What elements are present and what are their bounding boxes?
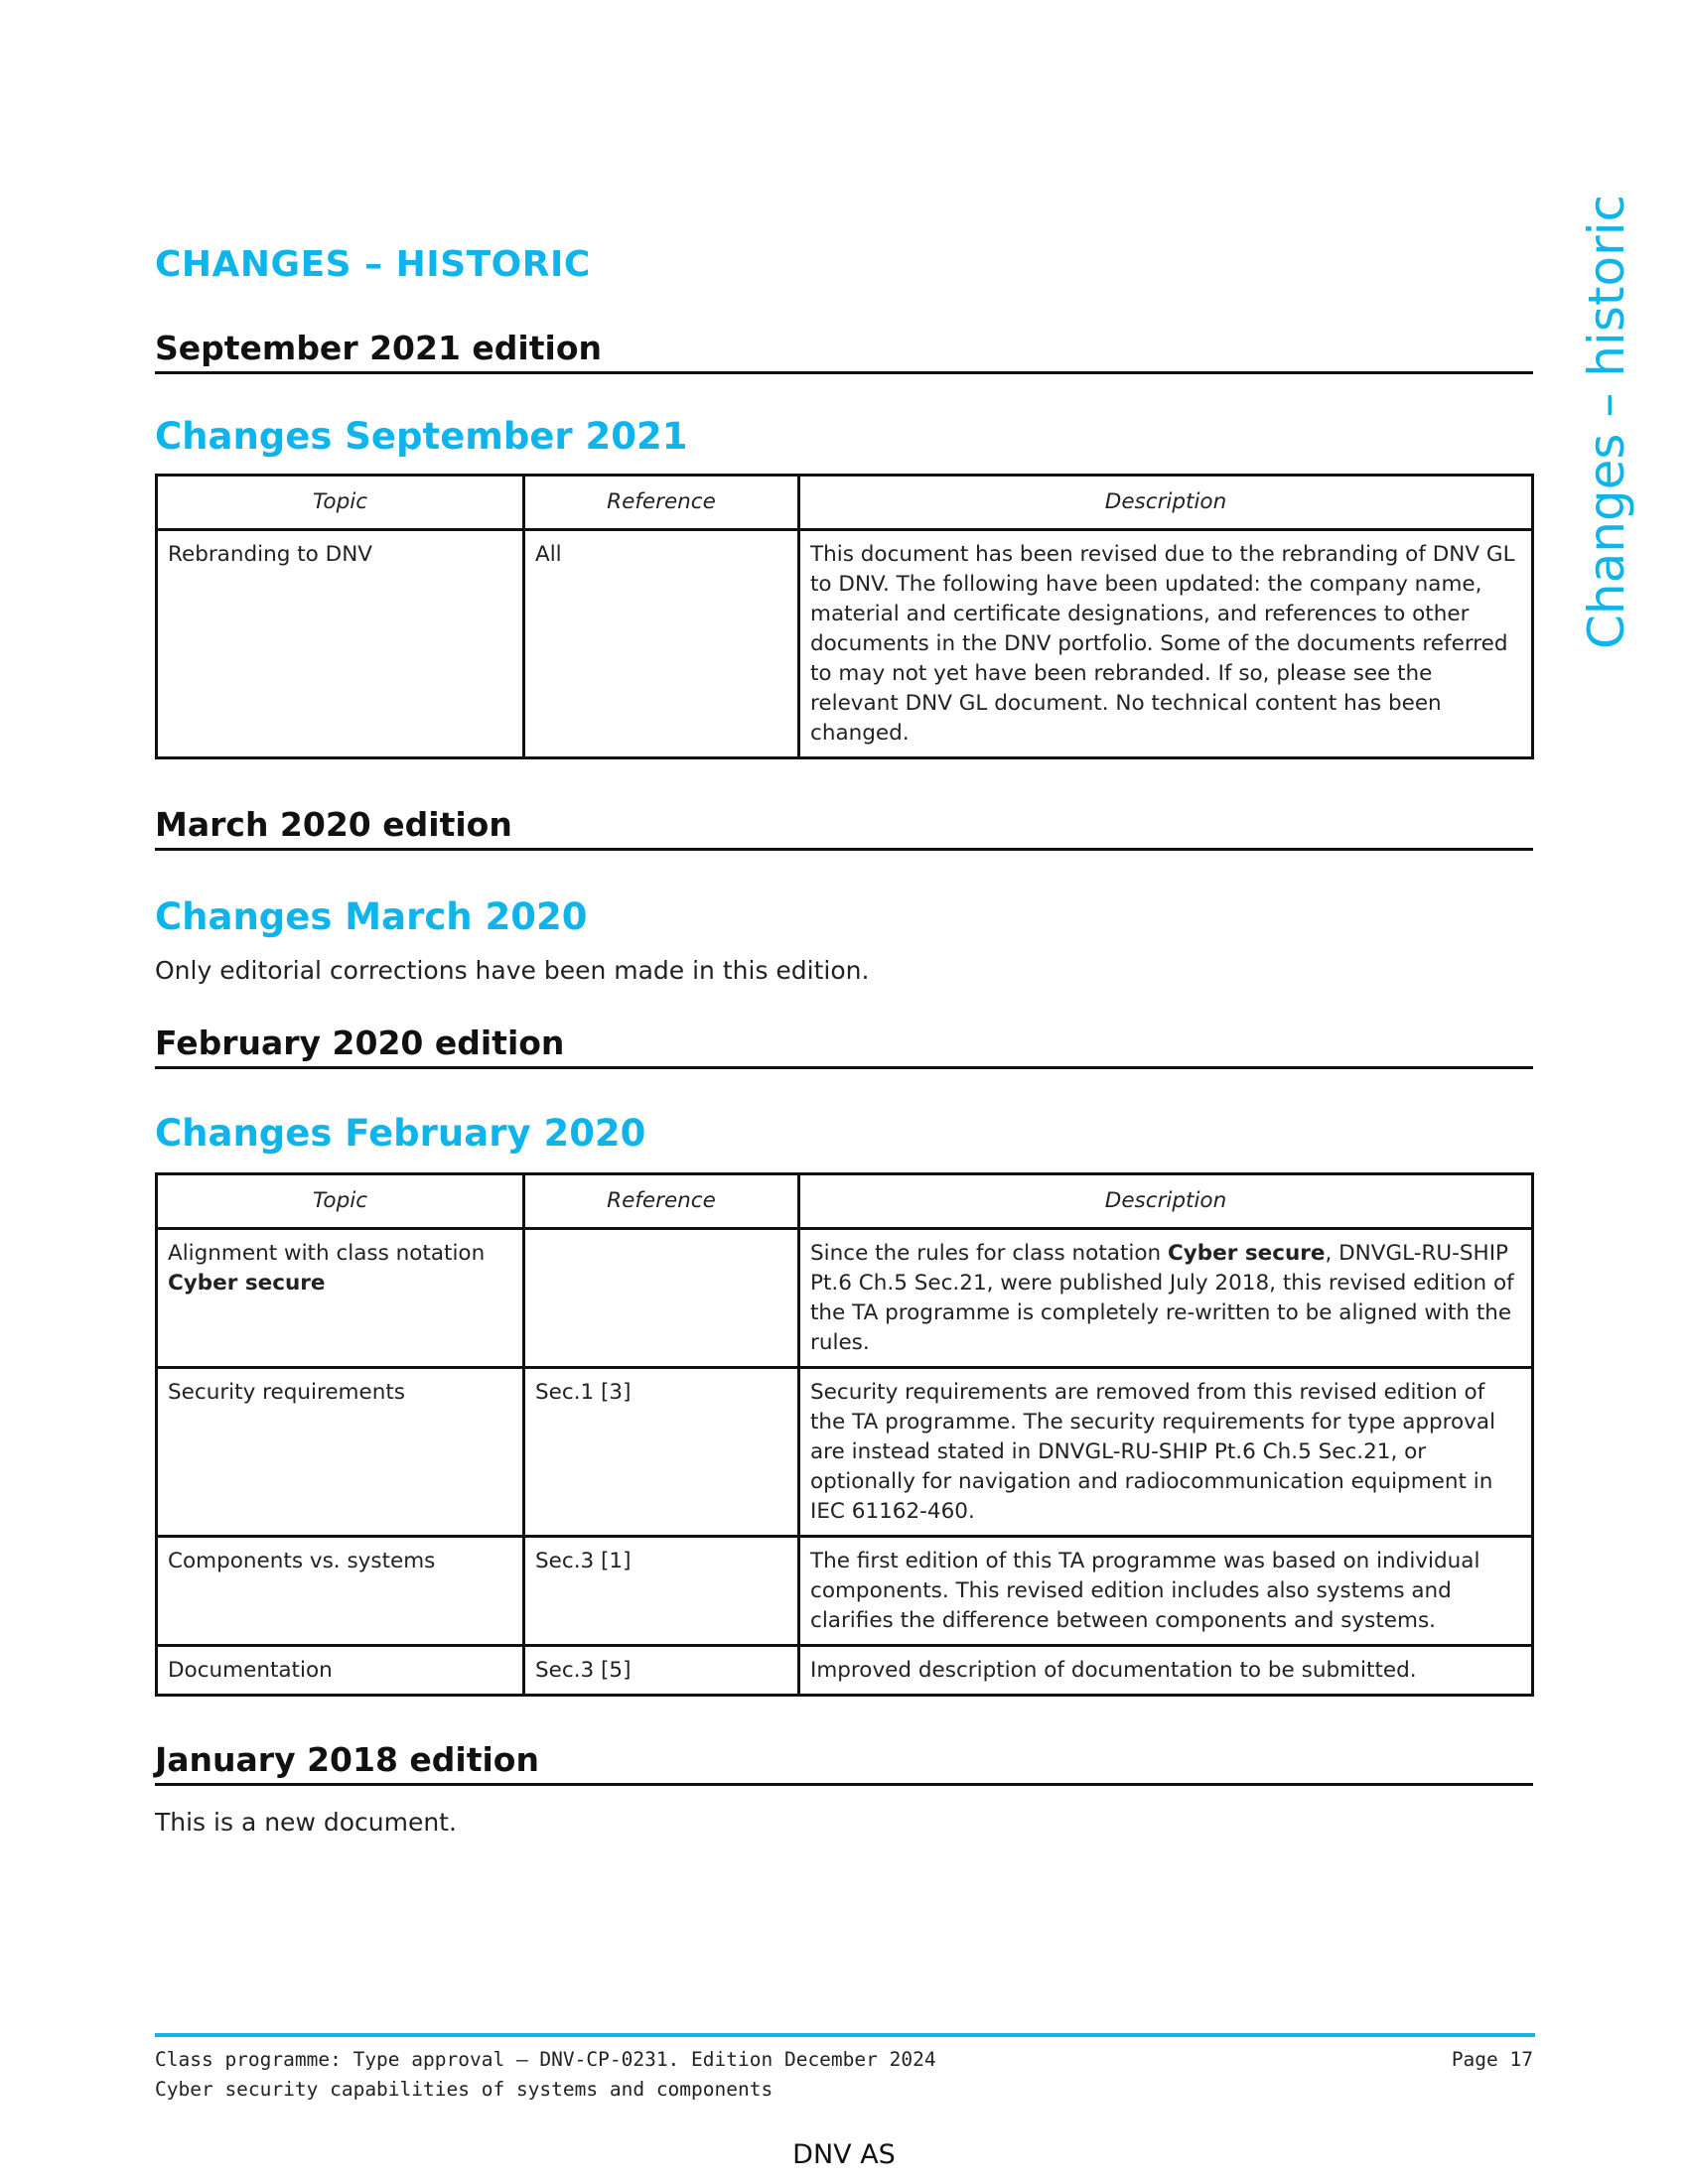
column-header-description: Description	[799, 1174, 1533, 1229]
cell-topic: Components vs. systems	[157, 1537, 524, 1646]
changes-heading-mar-2020: Changes March 2020	[155, 895, 588, 938]
cell-reference	[524, 1229, 799, 1368]
column-header-description: Description	[799, 476, 1533, 530]
table-row	[157, 1537, 1533, 1646]
footer-document-reference: Class programme: Type approval — DNV-CP-0231. Edition December 2024	[155, 2048, 936, 2071]
cell-reference: All	[524, 530, 799, 758]
cell-topic	[157, 1229, 524, 1368]
column-header-topic: Topic	[157, 476, 524, 530]
footer-document-title: Cyber security capabilities of systems and components	[155, 2078, 774, 2101]
cell-reference: Sec.3 [5]	[524, 1646, 799, 1696]
column-header-reference: Reference	[524, 1174, 799, 1229]
changes-table-sep-2021	[155, 474, 1534, 759]
desc-pre: Since the rules for class notation	[810, 1241, 1168, 1266]
table-row	[157, 1368, 1533, 1537]
cell-topic-bold: Cyber secure	[168, 1271, 326, 1296]
page-title: CHANGES – HISTORIC	[155, 244, 591, 285]
footer-page-number: Page 17	[1451, 2048, 1533, 2071]
cell-description: This document has been revised due to the rebranding of DNV GL to DNV. The following have been updated: the company name, material and certificate designations, and references to other documents in the DNV portfolio. Some of the documents referred to may not yet have been rebranded. If so, please see the relevant DNV GL document. No technical content has been changed.	[799, 530, 1533, 758]
changes-heading-sep-2021: Changes September 2021	[155, 415, 688, 458]
table-row	[157, 1646, 1533, 1696]
jan-2018-text: This is a new document.	[155, 1808, 457, 1837]
cell-description	[799, 1229, 1533, 1368]
edition-heading-sep-2021: September 2021 edition	[155, 329, 1533, 374]
cell-description: Improved description of documentation to be submitted.	[799, 1646, 1533, 1696]
cell-topic-text: Alignment with class notation	[168, 1241, 486, 1266]
changes-table-feb-2020	[155, 1172, 1534, 1697]
changes-heading-feb-2020: Changes February 2020	[155, 1112, 646, 1155]
cell-reference: Sec.1 [3]	[524, 1368, 799, 1537]
cell-description: The first edition of this TA programme was based on individual components. This revised edition includes also systems and clarifies the difference between components and systems.	[799, 1537, 1533, 1646]
column-header-reference: Reference	[524, 476, 799, 530]
cell-reference: Sec.3 [1]	[524, 1537, 799, 1646]
side-tab-label: Changes – historic	[1578, 194, 1635, 650]
desc-bold: Cyber secure	[1167, 1241, 1326, 1266]
cell-topic: Documentation	[157, 1646, 524, 1696]
desc-post: , DNVGL-RU-SHIP Pt.6 Ch.5 Sec.21, were published July 2018, this revised edition of the TA programme is completely re-written to be aligned with the rules.	[810, 1241, 1514, 1355]
table-header-row	[157, 1174, 1533, 1229]
cell-topic: Rebranding to DNV	[157, 530, 524, 758]
cell-topic: Security requirements	[157, 1368, 524, 1537]
footer-company: DNV AS	[792, 2139, 896, 2170]
cell-description: Security requirements are removed from this revised edition of the TA programme. The security requirements for type approval are instead stated in DNVGL-RU-SHIP Pt.6 Ch.5 Sec.21, or optionally for navigation and radiocommunication equipment in IEC 61162-460.	[799, 1368, 1533, 1537]
footer-divider	[155, 2033, 1535, 2037]
edition-heading-mar-2020: March 2020 edition	[155, 805, 1533, 851]
table-header-row	[157, 476, 1533, 530]
table-row	[157, 1229, 1533, 1368]
edition-heading-jan-2018: January 2018 edition	[155, 1740, 1533, 1786]
mar-2020-text: Only editorial corrections have been made in this edition.	[155, 956, 870, 985]
edition-heading-feb-2020: February 2020 edition	[155, 1024, 1533, 1069]
table-row	[157, 530, 1533, 758]
column-header-topic: Topic	[157, 1174, 524, 1229]
